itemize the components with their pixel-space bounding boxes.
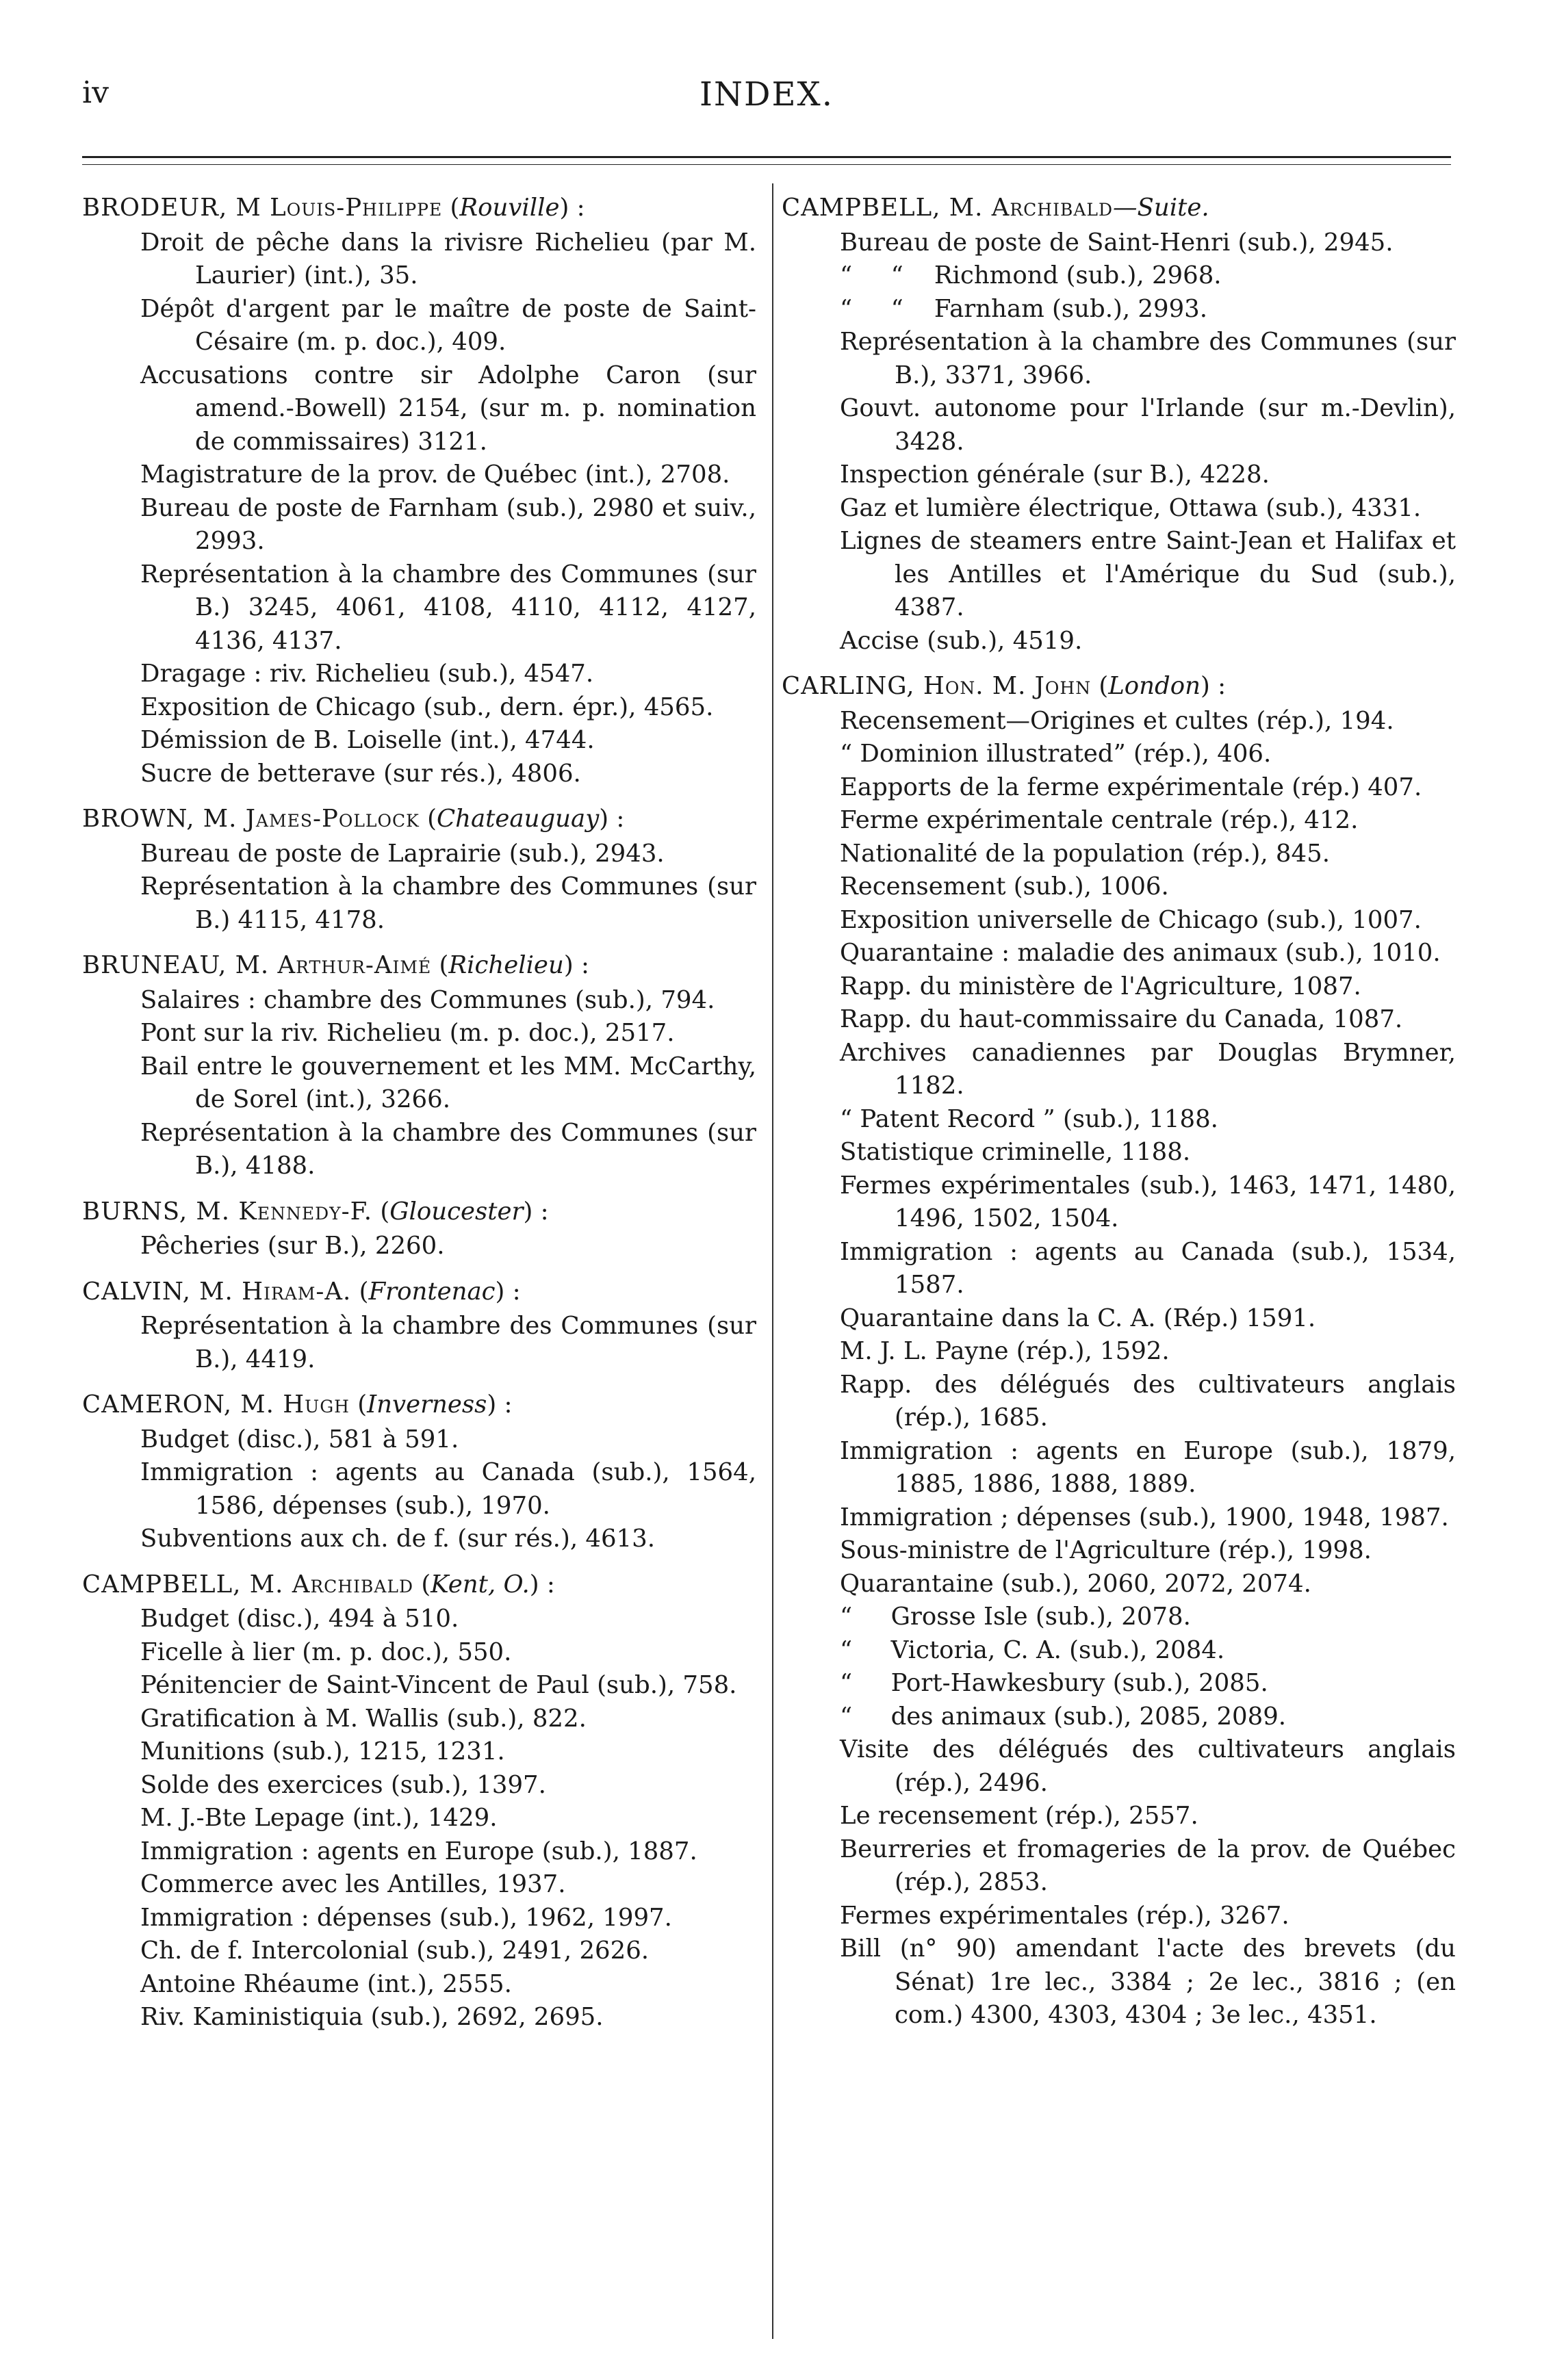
index-entry	[82, 1195, 756, 1263]
index-subentry: Rapp. des délégués des cultivateurs anglais (rép.), 1685.	[840, 1370, 1456, 1432]
index-subentry: Fermes expérimentales (sub.), 1463, 1471, 1480, 1496, 1502, 1504.	[840, 1171, 1456, 1232]
index-subentry: Recensement—Origines et cultes (rép.), 194.	[840, 706, 1394, 735]
index-subentry: Le recensement (rép.), 2557.	[840, 1802, 1198, 1830]
index-subentry: Immigration : agents en Europe (sub.), 1887.	[140, 1837, 697, 1865]
index-subentry: Quarantaine (sub.), 2060, 2072, 2074.	[840, 1569, 1311, 1598]
index-subentry: “ des animaux (sub.), 2085, 2089.	[840, 1702, 1287, 1731]
index-entry	[82, 192, 756, 790]
index-subentry: M. J. L. Payne (rép.), 1592.	[840, 1337, 1170, 1365]
entry-riding: Frontenac	[368, 1277, 496, 1306]
index-subentry: Archives canadiennes par Douglas Brymner, 1182.	[840, 1038, 1456, 1100]
index-subentry: Rapp. du haut-commissaire du Canada, 1087.	[840, 1005, 1403, 1033]
entry-heading: BURNS, M. Kennedy-F. (Gloucester) :	[82, 1197, 549, 1226]
index-entry	[82, 1388, 756, 1556]
entry-heading	[782, 192, 1456, 225]
index-subentry: Droit de pêche dans la rivisre Richelieu (par M. Laurier) (int.), 35.	[140, 228, 756, 289]
index-subentry: Salaires : chambre des Communes (sub.), 794.	[140, 985, 715, 1014]
index-subentry: “ Patent Record ” (sub.), 1188.	[840, 1104, 1218, 1133]
index-subentry: Antoine Rhéaume (int.), 2555.	[140, 1969, 512, 1998]
entry-riding: Chateauguay	[436, 805, 600, 833]
index-subentry: Visite des délégués des cultivateurs anglais (rép.), 2496.	[840, 1735, 1456, 1797]
index-subentry: Bureau de poste de Laprairie (sub.), 2943.	[140, 839, 665, 868]
index-subentry: Ficelle à lier (m. p. doc.), 550.	[140, 1638, 512, 1666]
index-subentry: Immigration : agents au Canada (sub.), 1534, 1587.	[840, 1237, 1456, 1299]
entry-heading: CAMERON, M. Hugh (Inverness) :	[82, 1391, 513, 1419]
index-subentry: Recensement (sub.), 1006.	[840, 872, 1169, 901]
index-subentry: Immigration : agents en Europe (sub.), 1879, 1885, 1886, 1888, 1889.	[840, 1436, 1456, 1498]
header-rule	[82, 156, 1451, 158]
entry-heading: BRODEUR, M Louis-Philippe (Rouville) :	[82, 194, 585, 222]
header-rule-thin	[82, 164, 1451, 165]
entry-riding: Gloucester	[389, 1197, 524, 1226]
index-subentry: Eapports de la ferme expérimentale (rép.) 407.	[840, 773, 1422, 801]
index-subentry: Sucre de betterave (sur rés.), 4806.	[140, 759, 581, 788]
index-subentry: Pêcheries (sur B.), 2260.	[140, 1232, 445, 1260]
entry-surname: CAMPBELL, M.	[782, 194, 992, 222]
index-subentry: “ Dominion illustrated” (rép.), 406.	[840, 740, 1272, 768]
index-subentry: Exposition de Chicago (sub., dern. épr.), 4565.	[140, 693, 714, 721]
entry-given-name: Archibald	[991, 194, 1114, 222]
index-subentry: Subventions aux ch. de f. (sur rés.), 4613.	[140, 1525, 656, 1553]
entry-surname: BURNS, M.	[82, 1197, 239, 1226]
entry-given-name: James-Pollock	[245, 805, 420, 833]
entry-given-name: Archibald	[292, 1570, 414, 1599]
index-subentry: Gratification à M. Wallis (sub.), 822.	[140, 1704, 587, 1733]
index-subentry: M. J.-Bte Lepage (int.), 1429.	[140, 1804, 498, 1832]
index-subentry: Lignes de steamers entre Saint-Jean et Halifax et les Antilles et l'Amérique du Sud (sub.), 4387.	[840, 527, 1456, 621]
index-subentry: Représentation à la chambre des Communes (sur B.) 3245, 4061, 4108, 4110, 4112, 4127, 4136, 4137.	[140, 560, 756, 655]
index-subentry: Pont sur la riv. Richelieu (m. p. doc.), 2517.	[140, 1019, 675, 1047]
index-subentry: Dépôt d'argent par le maître de poste de Saint-Césaire (m. p. doc.), 409.	[140, 294, 756, 356]
entry-surname: CAMERON, M.	[82, 1391, 283, 1419]
index-subentry: Représentation à la chambre des Communes (sur B.), 3371, 3966.	[840, 328, 1456, 389]
index-entry	[82, 1276, 756, 1377]
entry-riding: Rouville	[459, 194, 560, 222]
index-subentry: Statistique criminelle, 1188.	[840, 1138, 1191, 1166]
index-column-left	[82, 192, 756, 2047]
entry-given-name: Louis-Philippe	[270, 194, 443, 222]
entry-surname: CAMPBELL, M.	[82, 1570, 292, 1599]
page-title: INDEX.	[700, 75, 834, 114]
entry-heading: CALVIN, M. Hiram-A. (Frontenac) :	[82, 1277, 521, 1306]
column-divider	[772, 183, 773, 2339]
index-subentry: Bail entre le gouvernement et les MM. McCarthy, de Sorel (int.), 3266.	[140, 1052, 756, 1113]
entry-heading: BRUNEAU, M. Arthur-Aimé (Richelieu) :	[82, 951, 589, 979]
index-subentry: Représentation à la chambre des Communes (sur B.) 4115, 4178.	[140, 872, 756, 934]
entry-given-name: Kennedy-F.	[238, 1197, 373, 1226]
index-subentry: Accusations contre sir Adolphe Caron (sur amend.-Bowell) 2154, (sur m. p. nomination de commissaires) 3121.	[140, 361, 756, 456]
index-subentry: Ferme expérimentale centrale (rép.), 412.	[840, 806, 1359, 834]
index-subentry: Démission de B. Loiselle (int.), 4744.	[140, 726, 595, 754]
index-subentry: “ “ Richmond (sub.), 2968.	[840, 261, 1222, 289]
index-subentry: Représentation à la chambre des Communes (sur B.), 4419.	[140, 1312, 756, 1373]
index-subentry: Nationalité de la population (rép.), 845.	[840, 839, 1330, 868]
index-subentry: Exposition universelle de Chicago (sub.), 1007.	[840, 905, 1422, 934]
index-column-right	[782, 192, 1456, 2045]
index-subentry: Munitions (sub.), 1215, 1231.	[140, 1737, 505, 1765]
index-subentry: Rapp. du ministère de l'Agriculture, 1087.	[840, 972, 1361, 1000]
index-subentry: “ Victoria, C. A. (sub.), 2084.	[840, 1635, 1225, 1664]
index-subentry: Accise (sub.), 4519.	[840, 626, 1083, 655]
entry-heading: BROWN, M. James-Pollock (Chateauguay) :	[82, 805, 625, 833]
index-entry	[782, 192, 1456, 658]
index-subentry: Fermes expérimentales (rép.), 3267.	[840, 1901, 1289, 1930]
page-number: iv	[82, 75, 109, 110]
index-entry	[82, 803, 756, 937]
entry-heading: CAMPBELL, M. Archibald (Kent, O.) :	[82, 1570, 555, 1599]
index-subentry: Dragage : riv. Richelieu (sub.), 4547.	[140, 660, 594, 688]
entry-riding: London	[1108, 672, 1201, 700]
index-subentry: Inspection générale (sur B.), 4228.	[840, 461, 1270, 489]
index-subentry: Immigration : dépenses (sub.), 1962, 1997.	[140, 1903, 672, 1932]
index-subentry: Riv. Kaministiquia (sub.), 2692, 2695.	[140, 2003, 604, 2031]
index-entry	[82, 949, 756, 1183]
entry-riding: Inverness	[367, 1391, 487, 1419]
entry-surname: CALVIN, M.	[82, 1277, 242, 1306]
entry-given-name: Hiram-A.	[242, 1277, 352, 1306]
entry-riding: Kent, O.	[431, 1570, 530, 1599]
index-subentry: Commerce avec les Antilles, 1937.	[140, 1870, 566, 1898]
index-subentry: Quarantaine dans la C. A. (Rép.) 1591.	[840, 1304, 1316, 1332]
entry-given-name: Hon. M. John	[923, 672, 1092, 700]
index-subentry: Sous-ministre de l'Agriculture (rép.), 1998.	[840, 1536, 1372, 1564]
index-subentry: Bureau de poste de Saint-Henri (sub.), 2945.	[840, 228, 1394, 257]
entry-given-name: Arthur-Aimé	[277, 951, 432, 979]
index-subentry: Ch. de f. Intercolonial (sub.), 2491, 2626.	[140, 1937, 650, 1965]
entry-surname: CARLING,	[782, 672, 923, 700]
index-entry	[82, 1568, 756, 2034]
entry-surname: BRUNEAU, M.	[82, 951, 278, 979]
entry-suite: —Suite.	[1113, 194, 1209, 222]
index-subentry: Quarantaine : maladie des animaux (sub.), 1010.	[840, 939, 1441, 967]
entry-riding: Richelieu	[448, 951, 564, 979]
index-subentry: Budget (disc.), 494 à 510.	[140, 1605, 459, 1633]
index-subentry: Bill (n° 90) amendant l'acte des brevets (du Sénat) 1re lec., 3384 ; 2e lec., 3816 ; (en com.) 4300, 4303, 4304 ; 3e lec., 4351.	[840, 1935, 1456, 2029]
index-subentry: Immigration : agents au Canada (sub.), 1564, 1586, dépenses (sub.), 1970.	[140, 1458, 756, 1520]
index-subentry: Magistrature de la prov. de Québec (int.), 2708.	[140, 461, 730, 489]
index-subentry: Gouvt. autonome pour l'Irlande (sur m.-Devlin), 3428.	[840, 394, 1456, 456]
entry-given-name: Hugh	[283, 1391, 350, 1419]
page-header	[82, 75, 1451, 130]
index-subentry: Représentation à la chambre des Communes (sur B.), 4188.	[140, 1118, 756, 1180]
index-subentry: “ “ Farnham (sub.), 2993.	[840, 294, 1208, 323]
index-subentry: Solde des exercices (sub.), 1397.	[140, 1770, 546, 1799]
index-subentry: “ Grosse Isle (sub.), 2078.	[840, 1603, 1191, 1631]
entry-surname: BRODEUR, M	[82, 194, 270, 222]
index-subentry: Immigration ; dépenses (sub.), 1900, 1948, 1987.	[840, 1503, 1449, 1531]
index-subentry: “ Port-Hawkesbury (sub.), 2085.	[840, 1669, 1268, 1697]
entry-heading: CARLING, Hon. M. John (London) :	[782, 672, 1227, 700]
entry-surname: BROWN, M.	[82, 805, 246, 833]
index-subentry: Beurreries et fromageries de la prov. de Québec (rép.), 2853.	[840, 1835, 1456, 1896]
index-subentry: Gaz et lumière électrique, Ottawa (sub.), 4331.	[840, 493, 1422, 522]
index-subentry: Pénitencier de Saint-Vincent de Paul (sub.), 758.	[140, 1671, 737, 1699]
index-entry	[782, 670, 1456, 2032]
index-subentry: Budget (disc.), 581 à 591.	[140, 1425, 459, 1453]
index-subentry: Bureau de poste de Farnham (sub.), 2980 et suiv., 2993.	[140, 493, 756, 555]
